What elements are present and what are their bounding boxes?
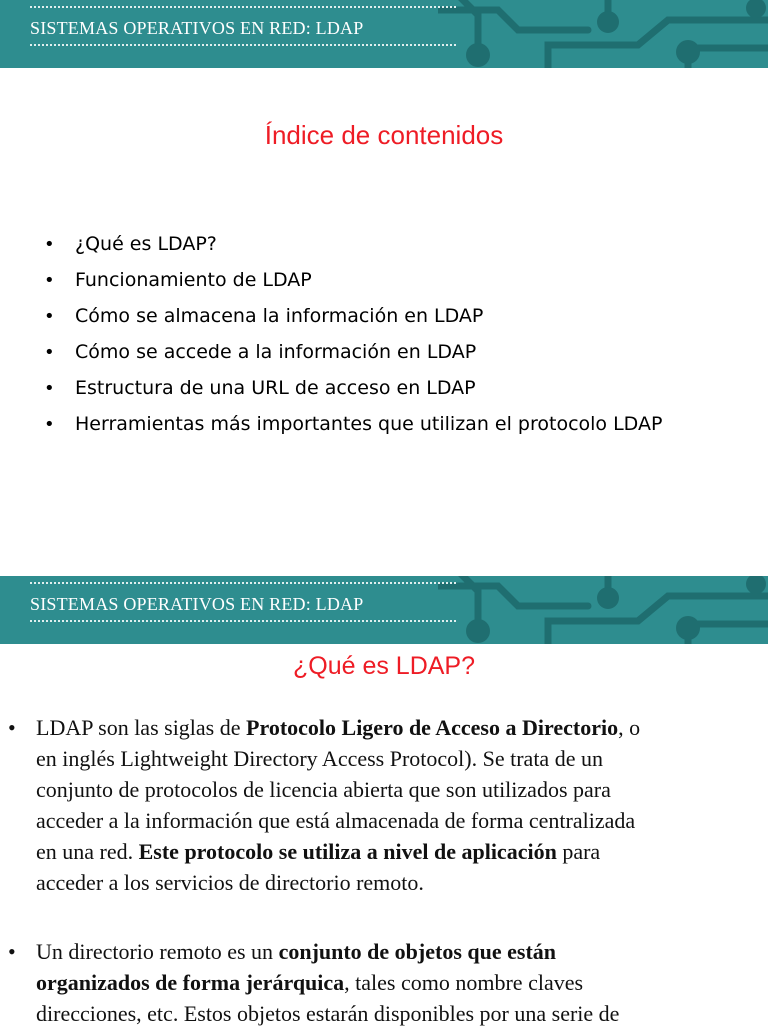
list-item (44, 301, 662, 337)
bullet-icon: • (44, 414, 55, 435)
paragraph-ldap-definition (8, 712, 758, 898)
text-run: , tales como nombre claves (344, 970, 584, 995)
header-dotted-line-bottom (30, 620, 456, 622)
list-item (44, 229, 662, 265)
slide1-header (0, 0, 768, 68)
text-run: para (556, 839, 601, 864)
paragraph-line: en inglés Lightweight Directory Access Protocol). Se trata de un (36, 746, 603, 771)
paragraph-line (8, 967, 758, 998)
bold-text-run: conjunto de objetos que están (278, 939, 557, 964)
bold-text-run: organizados de forma jerárquica (36, 970, 345, 995)
paragraph-line: conjunto de protocolos de licencia abierta que son utilizados para (36, 777, 611, 802)
list-item-label: Estructura de una URL de acceso en LDAP (75, 377, 476, 399)
text-run: LDAP son las siglas de (36, 715, 247, 740)
paragraph-line: acceder a los servicios de directorio remoto. (36, 870, 424, 895)
circuit-decoration-icon (438, 0, 768, 68)
header-title: SISTEMAS OPERATIVOS EN RED: LDAP (30, 18, 364, 38)
slide-title: ¿Qué es LDAP? (292, 652, 476, 680)
paragraph-remote-directory (8, 936, 758, 1029)
table-of-contents (44, 229, 662, 445)
text-run: , o (618, 715, 641, 740)
list-item (44, 337, 662, 373)
slide2-header (0, 576, 768, 644)
bullet-icon: • (44, 306, 55, 327)
list-item (44, 265, 662, 301)
paragraph-line: direcciones, etc. Estos objetos estarán disponibles por una serie de (36, 1001, 620, 1026)
bullet-icon: • (44, 270, 55, 291)
list-item (44, 373, 662, 409)
paragraph-line (8, 712, 758, 743)
list-item-label: Herramientas más importantes que utilizan el protocolo LDAP (75, 413, 663, 435)
text-run: en una red. (36, 839, 139, 864)
list-item-label: Cómo se almacena la información en LDAP (75, 305, 484, 327)
bullet-icon: • (8, 939, 16, 964)
slide-title: Índice de contenidos (264, 120, 504, 150)
paragraph-line: acceder a la información que está almacenada de forma centralizada (36, 808, 636, 833)
bold-text-run: Protocolo Ligero de Acceso a Directorio (246, 715, 619, 740)
bold-text-run: Este protocolo se utiliza a nivel de aplicación (138, 839, 557, 864)
text-run: Un directorio remoto es un (36, 939, 279, 964)
header-title: SISTEMAS OPERATIVOS EN RED: LDAP (30, 594, 364, 614)
circuit-decoration-icon (438, 576, 768, 644)
paragraph-line (8, 936, 758, 967)
header-dotted-line-bottom (30, 44, 456, 46)
bullet-icon: • (8, 715, 16, 740)
bullet-icon: • (44, 342, 55, 363)
bullet-icon: • (44, 378, 55, 399)
header-dotted-line-top (30, 582, 456, 584)
bullet-icon: • (44, 234, 55, 255)
list-item-label: Cómo se accede a la información en LDAP (75, 341, 477, 363)
list-item-label: Funcionamiento de LDAP (75, 269, 312, 291)
header-dotted-line-top (30, 6, 456, 8)
list-item-label: ¿Qué es LDAP? (75, 233, 217, 255)
paragraph-line (8, 836, 758, 867)
list-item (44, 409, 662, 445)
